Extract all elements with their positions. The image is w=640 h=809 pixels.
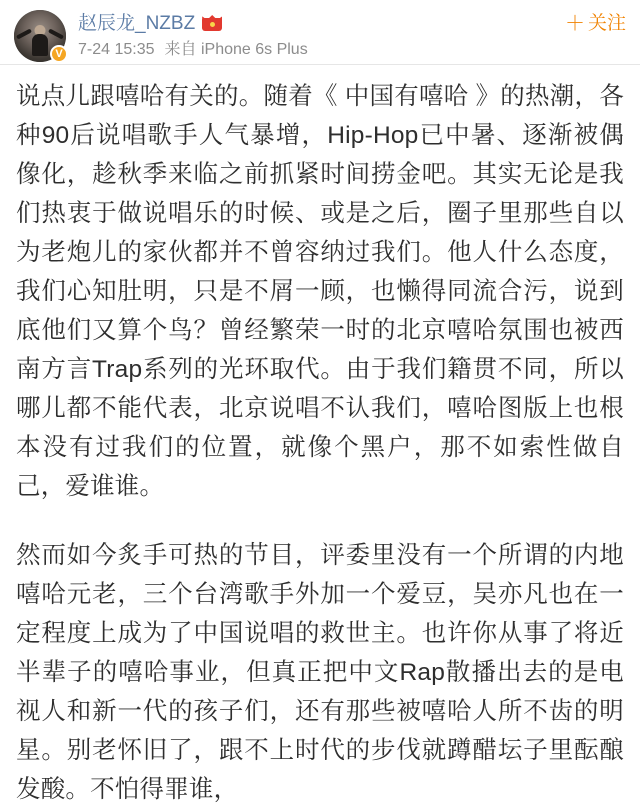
avatar[interactable]	[14, 10, 66, 62]
post-header	[0, 0, 640, 62]
post-body	[0, 65, 640, 809]
post-source[interactable]: 来自 iPhone 6s Plus	[164, 41, 308, 58]
post-timestamp: 7-24 15:35	[78, 41, 155, 58]
author-name[interactable]: 赵辰龙_NZBZ	[78, 13, 196, 34]
verified-badge-icon: V	[50, 45, 68, 63]
plus-icon: ＋	[564, 13, 585, 35]
crown-icon	[201, 14, 223, 34]
follow-button[interactable]	[565, 12, 626, 36]
post-paragraph: 然而如今炙手可热的节目，评委里没有一个所谓的内地嘻哈元老，三个台湾歌手外加一个爱豆，吴亦凡也在一定程度上成为了中国说唱的救世主。也许你从事了将近半辈子的嘻哈事业，但真正把中文Rap散播出去的是电视人和新一代的孩子们，还有那些被嘻哈人所不齿的明星。别老怀旧了，跟不上时代的步伐就蹲醋坛子里酝酿发酸。不怕得罪谁，	[16, 542, 624, 803]
author-row	[78, 12, 626, 36]
follow-button-label: 关注	[587, 13, 626, 34]
post-meta	[78, 10, 626, 60]
post-paragraph: 说点儿跟嘻哈有关的。随着《 中国有嘻哈 》的热潮，各种90后说唱歌手人气暴增，Hip-Hop已中暑、逐渐被偶像化，趁秋季来临之前抓紧时间捞金吧。其实无论是我们热衷于做说唱乐的时候、或是之后，圈子里那些自以为老炮儿的家伙都并不曾容纳过我们。他人什么态度，我们心知肚明，只是不屑一顾，也懒得同流合污，说到底他们又算个鸟？曾经繁荣一时的北京嘻哈氛围也被西南方言Trap系列的光环取代。由于我们籍贯不同，所以哪儿都不能代表，北京说唱不认我们，嘻哈图版上也根本没有过我们的位置，就像个黑户，那不如索性做自己，爱谁谁。	[16, 83, 624, 500]
avatar-body	[32, 34, 48, 56]
post-timestamp-row	[78, 40, 626, 60]
